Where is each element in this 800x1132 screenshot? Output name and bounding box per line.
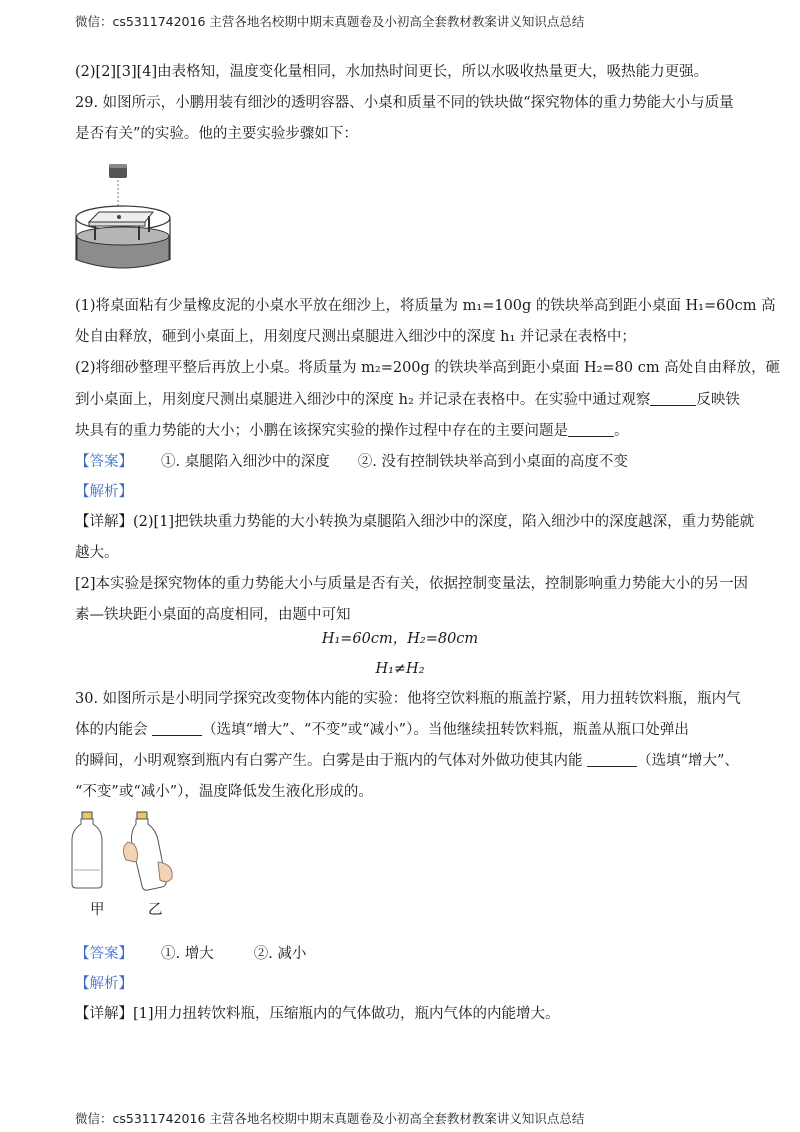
q29-detail-line2: 越大。 xyxy=(75,545,119,561)
q29-step1-line2: 处自由释放，砸到小桌面上，用刻度尺测出桌腿进入细沙中的深度 h₁ 并记录在表格中； xyxy=(75,329,636,345)
detail-tag: 【详解】 xyxy=(75,514,133,530)
answer-2: ②. 减小 xyxy=(253,946,307,962)
q30-detail-line1 xyxy=(75,1004,725,1024)
q29-step2-line3 xyxy=(75,421,725,441)
q29-detail-line4: 素—铁块距小桌面的高度相同，由题中可知 xyxy=(75,607,351,623)
answer-blank xyxy=(568,422,614,437)
q30-answer xyxy=(75,944,725,964)
q29-step2-line1: (2)将细砂整理平整后再放上小桌。将质量为 m₂=200g 的铁块举高到距小桌面 H₂=80 cm 高处自由释放，砸 xyxy=(75,360,781,376)
figure-label-yi: 乙 xyxy=(148,902,163,918)
detail-tag: 【详解】 xyxy=(75,1006,133,1022)
answer-blank xyxy=(587,752,637,767)
answer-tag: 【答案】 xyxy=(75,946,133,962)
q30-stem-line2-tail: （选填“增大”、“不变”或“减小”）。当他继续扭转饮料瓶，瓶盖从瓶口处弹出 xyxy=(202,722,689,738)
analysis-tag: 【解析】 xyxy=(75,484,133,500)
equation-heights: H₁=60cm，H₂=80cm xyxy=(321,631,479,647)
sand-table-figure xyxy=(75,160,175,272)
answer-1: ①. 增大 xyxy=(161,946,214,962)
answer-blank xyxy=(650,391,696,406)
q29-detail-line3: [2]本实验是探究物体的重力势能大小与质量是否有关，依据控制变量法，控制影响重力势能大小的另一因 xyxy=(75,576,749,592)
q29-step2-line3-tail: 。 xyxy=(614,423,629,439)
bottle-figure xyxy=(70,810,200,900)
q29-detail-line1 xyxy=(75,512,755,532)
answer-blank xyxy=(152,721,202,736)
q29-step2-line2-text: 到小桌面上，用刻度尺测出桌腿进入细沙中的深度 h₂ 并记录在表格中。在实验中通过观察 xyxy=(75,392,651,408)
answer-1: ①. 桌腿陷入细沙中的深度 xyxy=(161,454,330,470)
q30-stem-line2-text: 体的内能会 xyxy=(75,722,148,738)
q30-stem-line3-tail: （选填“增大”、 xyxy=(637,753,739,769)
q30-stem-line4: “不变”或“减小”），温度降低发生液化形成的。 xyxy=(75,784,373,800)
q29-step1-line1: (1)将桌面粘有少量橡皮泥的小桌水平放在细沙上，将质量为 m₁=100g 的铁块举高到距小桌面 H₁=60cm 高 xyxy=(75,298,776,314)
q30-stem-line3 xyxy=(75,751,739,771)
q29-answer xyxy=(75,452,725,472)
prev-answer-text: (2)[2][3][4]由表格知，温度变化量相同，水加热时间更长，所以水吸收热量更大，吸热能力更强。 xyxy=(75,64,709,80)
answer-2: ②. 没有控制铁块举高到小桌面的高度不变 xyxy=(357,454,628,470)
q30-stem-line1: 30. 如图所示是小明同学探究改变物体内能的实验：他将空饮料瓶的瓶盖拧紧，用力扭转饮料瓶，瓶内气 xyxy=(75,691,741,707)
q29-step2-line2 xyxy=(75,390,740,410)
q29-step2-line3-text: 块具有的重力势能的大小；小鹏在该探究实验的操作过程中存在的主要问题是 xyxy=(75,423,568,439)
q29-step2-line2-tail: 反映铁 xyxy=(696,392,740,408)
page-header: 微信：cs5311742016 主营各地名校期中期末真题卷及小初高全套教材教案讲义知识点总结 xyxy=(75,14,585,29)
q29-detail-text1: (2)[1]把铁块重力势能的大小转换为桌腿陷入细沙中的深度，陷入细沙中的深度越深，重力势能就 xyxy=(133,514,755,530)
equation-not-equal: H₁≠H₂ xyxy=(375,661,425,677)
figure-label-jia: 甲 xyxy=(90,902,105,918)
q30-stem-line2 xyxy=(75,720,725,740)
q29-stem-line2: 是否有关”的实验。他的主要实验步骤如下： xyxy=(75,126,358,142)
answer-tag: 【答案】 xyxy=(75,454,133,470)
q30-stem-line3-text: 的瞬间，小明观察到瓶内有白雾产生。白雾是由于瓶内的气体对外做功使其内能 xyxy=(75,753,583,769)
q30-detail-text1: [1]用力扭转饮料瓶，压缩瓶内的气体做功，瓶内气体的内能增大。 xyxy=(133,1006,560,1022)
q29-stem-line1: 29. 如图所示，小鹏用装有细沙的透明容器、小桌和质量不同的铁块做“探究物体的重力势能大小与质量 xyxy=(75,95,734,111)
analysis-tag: 【解析】 xyxy=(75,976,133,992)
page-footer: 微信：cs5311742016 主营各地名校期中期末真题卷及小初高全套教材教案讲义知识点总结 xyxy=(75,1111,585,1126)
